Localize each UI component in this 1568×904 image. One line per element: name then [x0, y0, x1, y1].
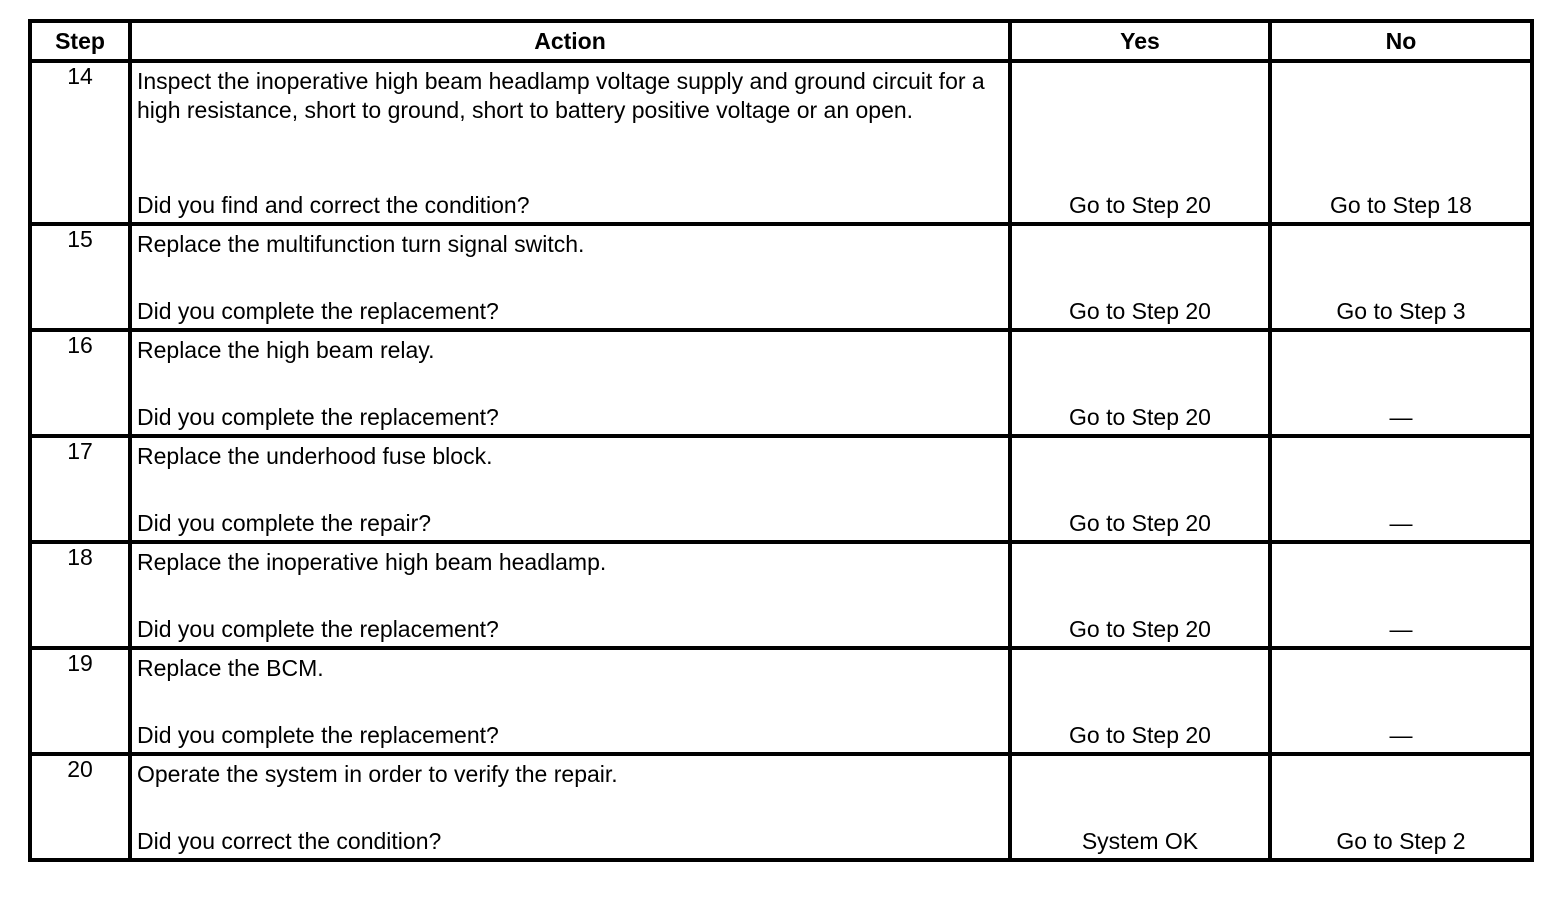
action-question: Did you complete the replacement? — [137, 722, 499, 748]
no-cell — [1270, 61, 1532, 224]
no-result: Go to Step 18 — [1330, 192, 1472, 218]
header-step: Step — [30, 21, 130, 61]
step-number: 19 — [30, 648, 130, 754]
table-row — [30, 542, 1532, 648]
yes-cell — [1010, 542, 1270, 648]
yes-cell — [1010, 330, 1270, 436]
action-question: Did you complete the replacement? — [137, 298, 499, 324]
action-cell — [130, 61, 1010, 224]
header-no: No — [1270, 21, 1532, 61]
action-cell — [130, 648, 1010, 754]
no-result: Go to Step 3 — [1336, 298, 1466, 324]
action-instruction: Replace the BCM. — [137, 655, 324, 681]
table-row — [30, 754, 1532, 860]
action-cell — [130, 754, 1010, 860]
yes-result: Go to Step 20 — [1069, 404, 1211, 430]
table-row — [30, 330, 1532, 436]
action-question: Did you correct the condition? — [137, 828, 442, 854]
action-cell — [130, 224, 1010, 330]
action-instruction: Inspect the inoperative high beam headlamp voltage supply and ground circuit for a high resistance, short to ground, short to battery positive voltage or an open. — [137, 68, 985, 123]
step-number: 14 — [30, 61, 130, 224]
yes-cell — [1010, 224, 1270, 330]
yes-result: Go to Step 20 — [1069, 192, 1211, 218]
table-row — [30, 224, 1532, 330]
yes-cell — [1010, 754, 1270, 860]
no-result: — — [1389, 616, 1413, 642]
no-cell — [1270, 754, 1532, 860]
table-row — [30, 648, 1532, 754]
step-number: 20 — [30, 754, 130, 860]
action-instruction: Operate the system in order to verify the repair. — [137, 761, 618, 787]
diagnostic-table-container — [28, 19, 1530, 862]
diagnostic-table — [28, 19, 1534, 862]
yes-result: System OK — [1081, 828, 1199, 854]
yes-cell — [1010, 436, 1270, 542]
no-cell — [1270, 542, 1532, 648]
header-action: Action — [130, 21, 1010, 61]
action-instruction: Replace the inoperative high beam headlamp. — [137, 549, 607, 575]
no-result: Go to Step 2 — [1336, 828, 1466, 854]
yes-result: Go to Step 20 — [1069, 510, 1211, 536]
action-instruction: Replace the underhood fuse block. — [137, 443, 493, 469]
no-cell — [1270, 436, 1532, 542]
action-cell — [130, 542, 1010, 648]
header-row — [30, 21, 1532, 61]
action-cell — [130, 330, 1010, 436]
action-question: Did you complete the replacement? — [137, 616, 499, 642]
no-result: — — [1389, 404, 1413, 430]
step-number: 15 — [30, 224, 130, 330]
header-yes: Yes — [1010, 21, 1270, 61]
action-instruction: Replace the high beam relay. — [137, 337, 435, 363]
no-result: — — [1389, 722, 1413, 748]
action-instruction: Replace the multifunction turn signal switch. — [137, 231, 585, 257]
table-row — [30, 61, 1532, 224]
action-question: Did you find and correct the condition? — [137, 192, 530, 218]
step-number: 18 — [30, 542, 130, 648]
no-cell — [1270, 330, 1532, 436]
yes-cell — [1010, 61, 1270, 224]
yes-result: Go to Step 20 — [1069, 722, 1211, 748]
yes-result: Go to Step 20 — [1069, 298, 1211, 324]
no-cell — [1270, 648, 1532, 754]
step-number: 17 — [30, 436, 130, 542]
no-result: — — [1389, 510, 1413, 536]
action-cell — [130, 436, 1010, 542]
yes-cell — [1010, 648, 1270, 754]
action-question: Did you complete the replacement? — [137, 404, 499, 430]
action-question: Did you complete the repair? — [137, 510, 432, 536]
no-cell — [1270, 224, 1532, 330]
yes-result: Go to Step 20 — [1069, 616, 1211, 642]
table-row — [30, 436, 1532, 542]
step-number: 16 — [30, 330, 130, 436]
